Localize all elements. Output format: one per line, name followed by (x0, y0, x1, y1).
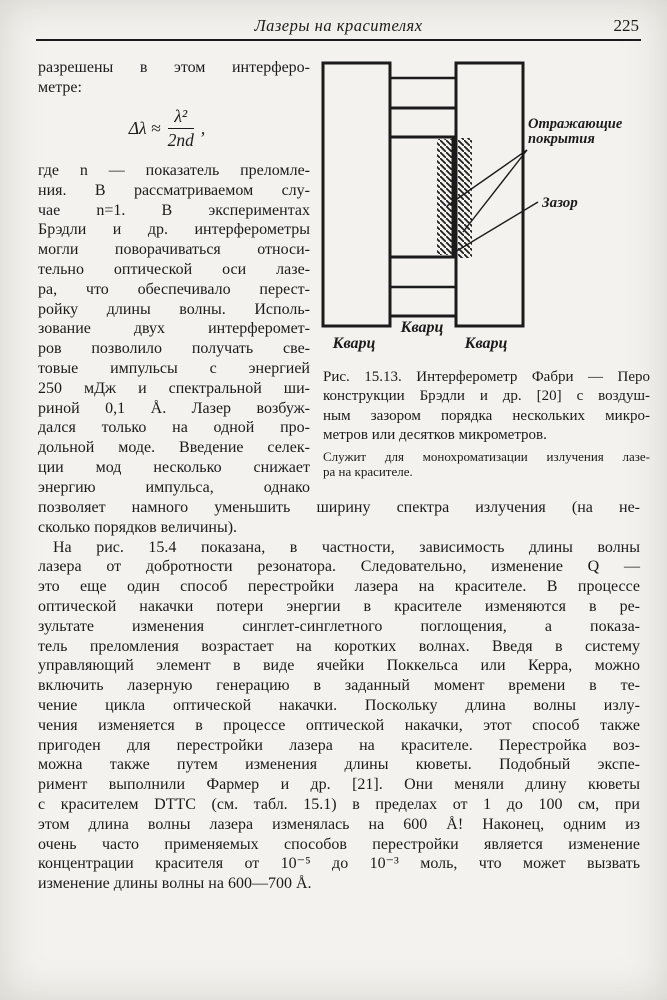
text-line: сколько порядков величины). (38, 518, 238, 536)
formula-lhs: Δλ ≈ (128, 117, 161, 138)
formula-denominator: 2nd (167, 129, 194, 150)
text-line: зультате изменения синглет-синглетного поглощения, а показа- (38, 617, 640, 635)
figure-interferometer-diagram (320, 56, 652, 360)
body-paragraph-1 (38, 498, 640, 538)
text-line: концентрации красителя от 10⁻⁵ до 10⁻³ моль, что может вызвать (38, 855, 640, 873)
text-line: Рис. 15.13. Интерферометр Фабри — Перо (323, 369, 650, 385)
text-line: можна также путем изменения длины кюветы. Подобный экспе- (38, 756, 640, 774)
page-number: 225 (613, 16, 639, 35)
text-line: лазера от добротности резонатора. Следовательно, изменение Q — (38, 558, 640, 576)
text-line: риной 0,1 Å. Лазер возбуж- (38, 399, 310, 417)
text-line: римент выполнили Фармер и др. [21]. Они меняли длину кюветы (38, 776, 640, 794)
body-text (38, 498, 640, 894)
text-line: чение цикла оптической накачки. Поскольку длина волны излу- (38, 696, 640, 714)
text-line: товые импульсы с энергией (38, 360, 310, 378)
body-paragraph-2 (38, 538, 640, 894)
text-line: чения изменяется в процессе оптической накачки, этот способ также (38, 716, 640, 734)
text-line: ным зазором порядка нескольких микро- (323, 407, 650, 424)
text-line: метре: (38, 78, 82, 96)
figure-caption-note (323, 449, 650, 480)
text-line: ния. В рассматриваемом слу- (38, 181, 310, 199)
quartz-label-right: Кварц (464, 335, 508, 352)
gap-label: Зазор (542, 195, 578, 211)
text-line: где n — показатель преломле- (38, 162, 310, 180)
text-line: разрешены в этом интерферо- (38, 59, 310, 76)
figure-caption (323, 368, 650, 446)
quartz-label-middle: Кварц (400, 319, 444, 336)
text-line: позволяет намного уменьшить ширину спектра излучения (на не- (38, 499, 640, 516)
formula-tail: , (200, 117, 206, 138)
text-line: На рис. 15.4 показана, в частности, зависимость длины волны (53, 538, 640, 556)
left-paragraph-1 (38, 58, 310, 98)
text-line: энергию импульса, однако (38, 478, 310, 496)
header-rule (36, 39, 641, 41)
text-line: зование двух интерферомет- (38, 320, 310, 338)
left-paragraph-2 (38, 161, 310, 498)
text-line: пригоден для перестройки лазера на красителе. Перестройка воз- (38, 736, 640, 754)
text-line: очень часто применяемых способов перестройки является изменение (38, 835, 640, 853)
figure-caption-block (323, 368, 650, 480)
text-line: дался только на одной про- (38, 419, 310, 437)
text-line: этом длина волны лазера изменялась на 600 Å! Наконец, одним из (38, 815, 640, 833)
text-line: метров или десятков микрометров. (323, 427, 547, 444)
quartz-label-left: Кварц (332, 335, 376, 352)
quartz-plate-left (323, 63, 390, 326)
page-header (36, 16, 641, 40)
formula-fraction (168, 107, 194, 151)
text-line: конструкции Брэдли и др. [20] с воздуш- (323, 388, 650, 405)
text-line: это еще один способ перестройки лазера на красителе. В процессе (38, 578, 640, 596)
text-line: ра, что обеспечивало перест- (38, 280, 310, 298)
text-line: изменение длины волны на 600—700 Å. (38, 875, 312, 893)
text-line: ции мод несколько снижает (38, 459, 310, 477)
text-line: чае n=1. В экспериментах (38, 201, 310, 219)
reflective-coating-left (437, 139, 452, 255)
formula-numerator: λ² (168, 107, 194, 129)
text-line: дольной моде. Введение селек- (38, 439, 310, 457)
left-column (38, 58, 310, 498)
text-line: ройку длины волны. Исполь- (38, 300, 310, 318)
text-line: Брэдли и др. интерферометры (38, 221, 310, 239)
text-line: оптической накачки потери энергии в красителе изменяются в ре- (38, 597, 640, 615)
text-line: управляющий элемент в виде ячейки Поккельса или Керра, можно (38, 657, 640, 675)
reflective-coating-right (458, 138, 472, 258)
text-line: 250 мДж и спектральной ши- (38, 379, 310, 397)
text-line: ра на красителе. (323, 464, 413, 480)
coatings-label-line1: Отражающие (528, 116, 623, 132)
text-line: включить лазерную генерацию в заданный момент времени в те- (38, 677, 640, 695)
text-line: ров позволило получать све- (38, 340, 310, 358)
running-title: Лазеры на красителях (254, 16, 423, 35)
formula-delta-lambda (38, 107, 296, 151)
coatings-pointer-line-2 (463, 150, 527, 232)
text-line: Служит для монохроматизации излучения лазе- (323, 448, 650, 464)
text-line: могли поворачиваться относи- (38, 241, 310, 259)
text-line: с красителем DTTC (см. табл. 15.1) в пределах от 1 до 100 см, при (38, 795, 640, 813)
text-line: тельно оптической оси лазе- (38, 261, 310, 279)
text-line: тель преломления возрастает на коротких волнах. Введя в систему (38, 637, 640, 655)
coatings-label-line2: покрытия (528, 131, 595, 147)
